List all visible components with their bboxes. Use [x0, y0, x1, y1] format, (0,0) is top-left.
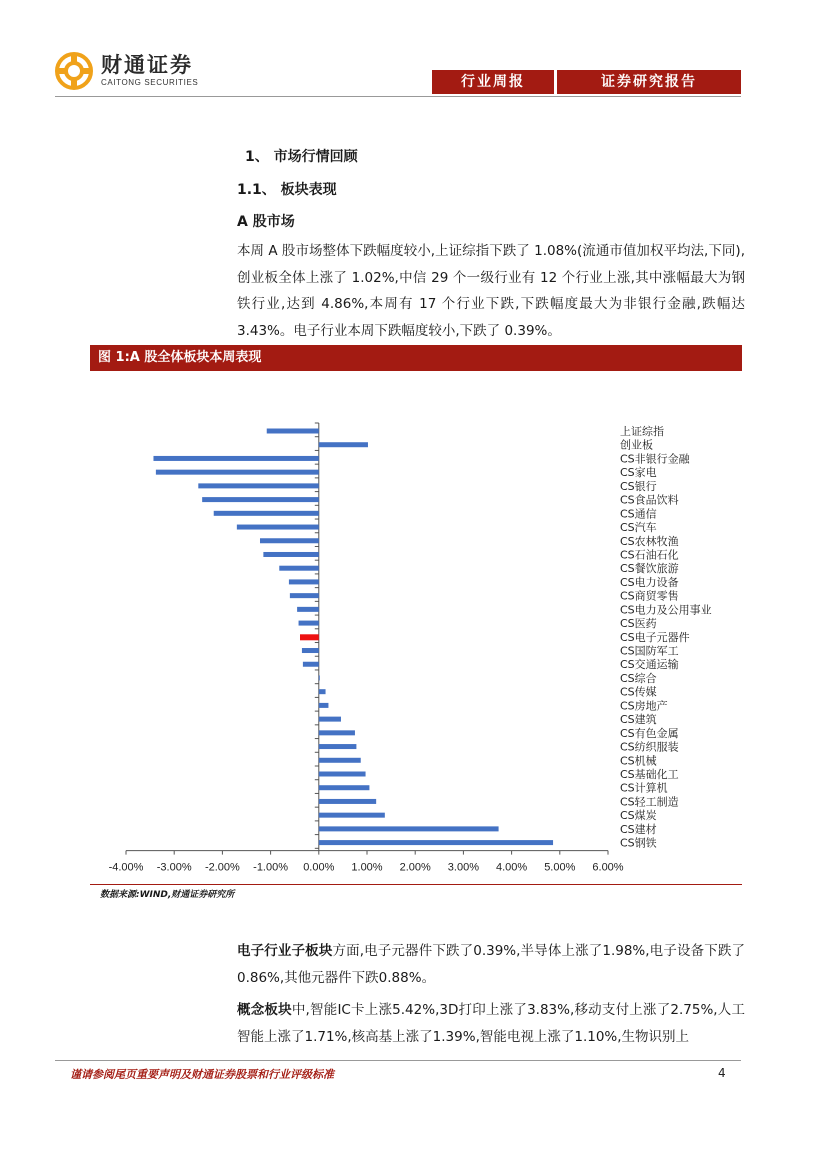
- bar: [263, 552, 318, 557]
- bar: [319, 826, 499, 831]
- concept-sector-paragraph: [237, 997, 745, 1050]
- figure-divider: [90, 884, 742, 885]
- bar: [267, 429, 319, 434]
- category-label: CS通信: [620, 507, 657, 521]
- logo-text: [101, 54, 198, 88]
- bar: [202, 497, 319, 502]
- category-label: CS石油石化: [620, 548, 679, 562]
- category-label: CS有色金属: [620, 726, 679, 740]
- page-number: 4: [718, 1066, 726, 1080]
- figure-caption: 图 1:A 股全体板块本周表现: [90, 345, 742, 371]
- electronics-subsector-text: 方面,电子元器件下跌了0.39%,半导体上涨了1.98%,电子设备下跌了0.86%,其他元器件下跌0.88%。: [237, 943, 745, 986]
- concept-sector-text: 中,智能IC卡上涨5.42%,3D打印上涨了3.83%,移动支付上涨了2.75%,人工智能上涨了1.71%,核高基上涨了1.39%,智能电视上涨了1.10%,生物识别上: [237, 1002, 745, 1045]
- bar: [279, 566, 319, 571]
- caitong-logo-icon: [55, 52, 93, 90]
- section-heading: 1、 市场行情回顾: [245, 149, 358, 165]
- bar: [319, 840, 553, 845]
- bar: [156, 470, 319, 475]
- category-label: CS电力设备: [620, 575, 679, 589]
- footer-disclaimer: 谨请参阅尾页重要声明及财通证券股票和行业评级标准: [70, 1068, 334, 1081]
- category-label: CS轻工制造: [620, 795, 679, 809]
- bar: [289, 579, 319, 584]
- category-label: CS农林牧渔: [620, 534, 679, 548]
- bar: [319, 730, 355, 735]
- category-label: CS建筑: [620, 713, 657, 727]
- category-label: CS银行: [620, 479, 657, 493]
- category-label: CS电力及公用事业: [620, 603, 712, 617]
- x-tick-label: -1.00%: [253, 861, 289, 874]
- category-label: CS非银行金融: [620, 452, 690, 466]
- bar: [319, 744, 357, 749]
- x-tick-label: 3.00%: [447, 861, 480, 874]
- tab-securities-research: 证券研究报告: [557, 70, 741, 94]
- data-source: 数据来源:WIND,财通证券研究所: [100, 890, 235, 900]
- x-tick-label: 6.00%: [592, 861, 624, 874]
- category-label: CS交通运输: [620, 658, 679, 672]
- header-divider: [55, 96, 741, 97]
- category-label: CS综合: [620, 671, 657, 685]
- tab-industry-weekly: 行业周报: [432, 70, 554, 94]
- electronics-subsector-lead: 电子行业子板块: [237, 943, 333, 959]
- category-label: CS食品饮料: [620, 493, 679, 507]
- bar: [319, 703, 329, 708]
- logo-english: CAITONG SECURITIES: [101, 78, 199, 87]
- category-label: CS商贸零售: [620, 589, 679, 603]
- logo-chinese: 财通证券: [101, 53, 193, 77]
- electronics-subsector-paragraph: [237, 938, 745, 991]
- category-label: CS煤炭: [620, 809, 657, 823]
- category-label: CS机械: [620, 754, 657, 768]
- bar: [153, 456, 318, 461]
- x-tick-label: -3.00%: [156, 861, 192, 874]
- bar: [214, 511, 319, 516]
- category-label: CS国防军工: [620, 644, 679, 658]
- bar: [198, 483, 318, 488]
- bar: [319, 442, 368, 447]
- bar: [299, 621, 319, 626]
- sector-performance-chart: [90, 371, 742, 883]
- bar: [303, 662, 319, 667]
- x-tick-label: 1.00%: [351, 861, 383, 874]
- bar: [319, 785, 370, 790]
- market-heading: A 股市场: [237, 214, 295, 230]
- bar: [260, 538, 319, 543]
- x-tick-label: 4.00%: [495, 861, 528, 874]
- x-tick-label: 2.00%: [399, 861, 431, 874]
- category-label: CS电子元器件: [620, 630, 690, 644]
- category-label: CS传媒: [620, 685, 657, 699]
- bar: [319, 799, 376, 804]
- category-label: CS医药: [620, 617, 657, 631]
- category-label: CS基础化工: [620, 768, 679, 781]
- category-label: CS纺织服装: [620, 740, 679, 754]
- x-tick-label: 5.00%: [544, 861, 576, 874]
- bar: [297, 607, 319, 612]
- subsection-heading: 1.1、 板块表现: [237, 182, 337, 198]
- bar: [319, 675, 320, 680]
- category-label: CS建材: [620, 822, 657, 836]
- x-tick-label: -2.00%: [204, 861, 240, 874]
- page-header: [0, 0, 827, 100]
- category-label: CS汽车: [620, 521, 657, 535]
- category-label: 创业板: [620, 438, 653, 452]
- bar: [302, 648, 319, 653]
- bar: [290, 593, 319, 598]
- category-label: CS餐饮旅游: [620, 562, 679, 576]
- bar: [319, 813, 385, 818]
- bar: [319, 689, 326, 694]
- category-label: CS钢铁: [620, 836, 657, 850]
- category-label: CS计算机: [620, 781, 668, 795]
- category-label: CS房地产: [620, 699, 668, 713]
- bar: [300, 634, 319, 640]
- x-tick-label: -4.00%: [108, 861, 144, 874]
- bar: [319, 772, 366, 777]
- bar: [319, 717, 341, 722]
- concept-sector-lead: 概念板块: [237, 1002, 292, 1018]
- company-logo: [55, 52, 198, 90]
- market-summary-paragraph: 本周 A 股市场整体下跌幅度较小,上证综指下跌了 1.08%(流通市值加权平均法,下同),创业板全体上涨了 1.02%,中信 29 个一级行业有 12 个行业上涨,其中涨幅最大为钢铁行业,达到 4.86%,本周有 17 个行业下跌,下跌幅度最大为非银行金融,跌幅达 3.43%。电子行业本周下跌幅度较小,下跌了 0.39%。: [237, 243, 745, 339]
- category-label: CS家电: [620, 466, 657, 480]
- footer-divider: [55, 1060, 741, 1061]
- bar-chart-svg: [90, 371, 742, 883]
- category-label: 上证综指: [620, 425, 664, 438]
- bar: [319, 758, 361, 763]
- bar: [237, 525, 319, 530]
- x-tick-label: 0.00%: [303, 861, 335, 874]
